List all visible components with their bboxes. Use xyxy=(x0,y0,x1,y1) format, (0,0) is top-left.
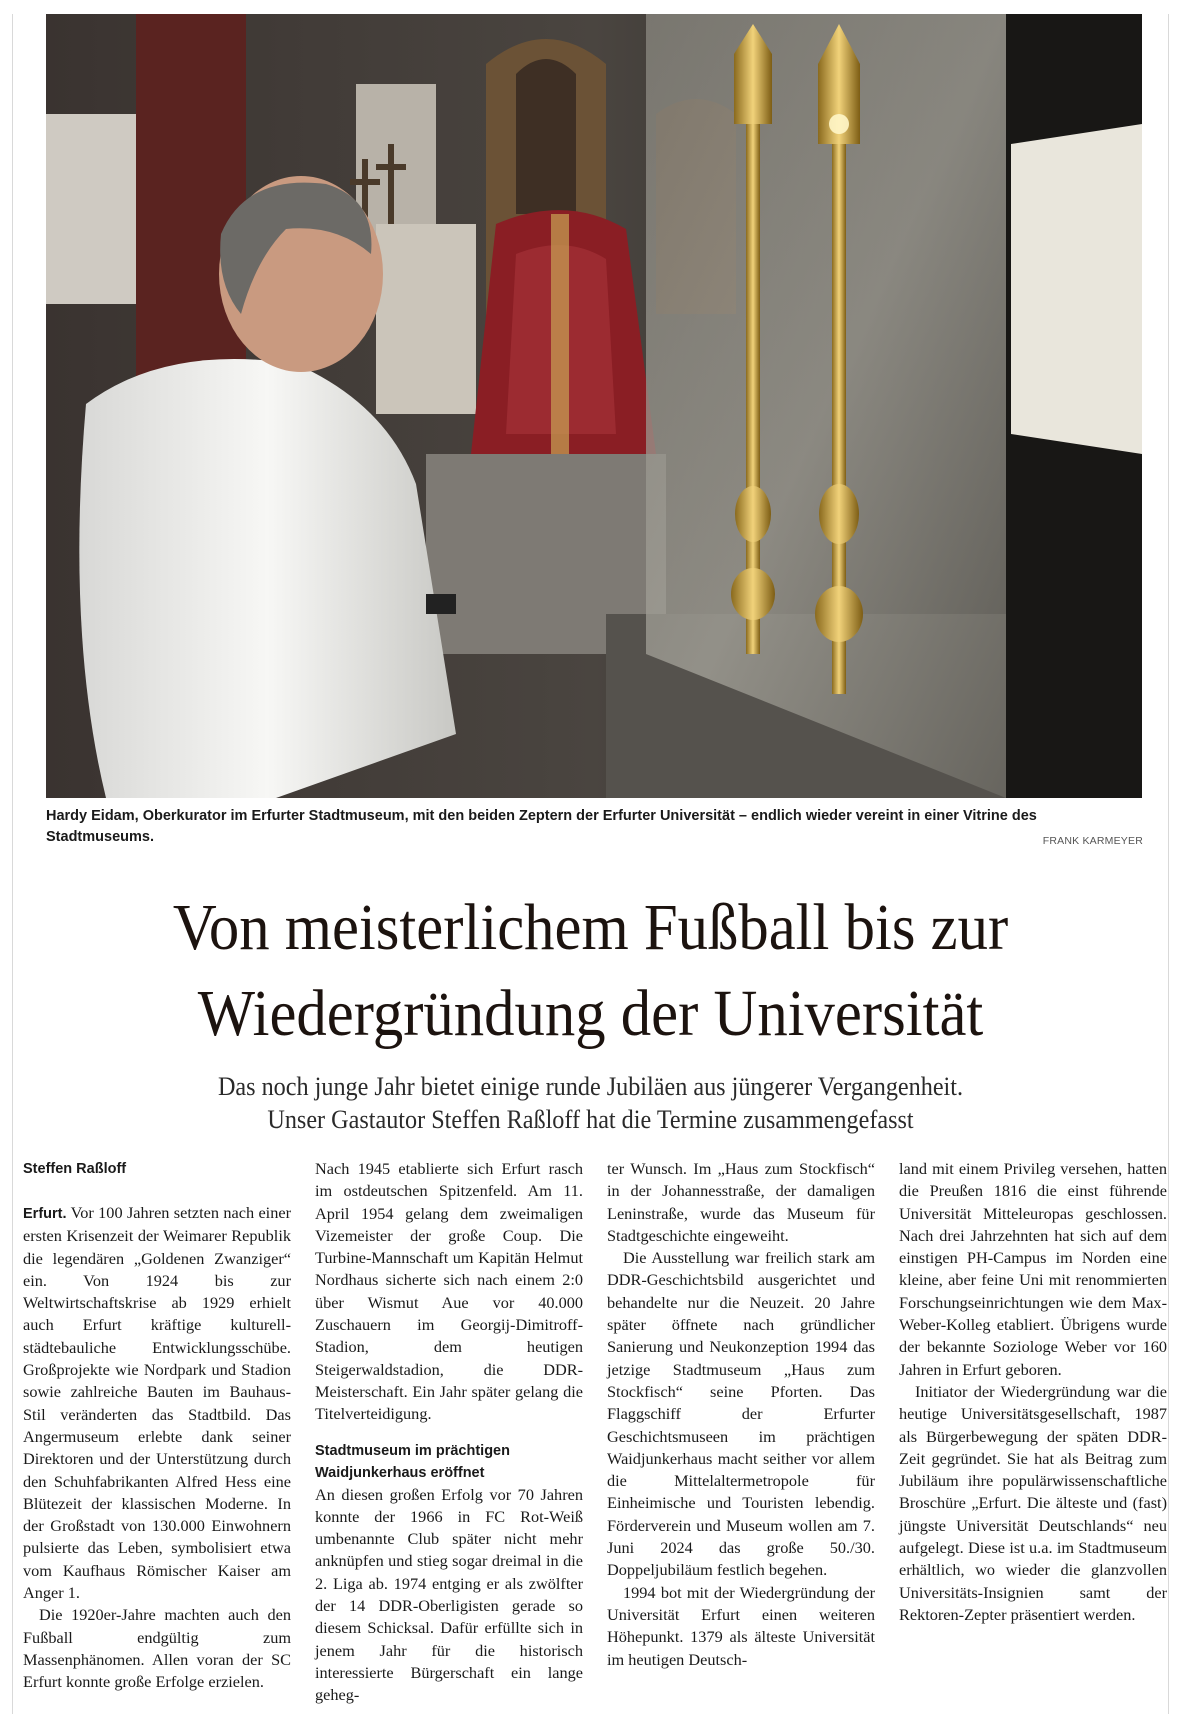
article-paragraph: Initiator der Wiedergründung war die heutige Universitätsgesellschaft, 1987 als Bürgerbewegung der späten DDR-Zeit gegründet. Sie hat als Beitrag zum Jubiläum ihre populärwissenschaftliche Broschüre „Erfurt. Die älteste und (fast) jüngste Universität Deutschlands“ neu aufgelegt. Diese ist u.a. im Stadtmuseum erhältlich, wo wieder die glanzvollen Universitäts-Insignien samt der Rektoren-Zepter präsentiert werden. xyxy=(899,1381,1167,1624)
article-paragraph: An diesen großen Erfolg vor 70 Jahren konnte der 1966 in FC Rot-Weiß umbenannte Club später nicht mehr anknüpfen und stieg sogar dreimal in die 2. Liga ab. 1974 entging er als zwölfter der 14 DDR-Oberligisten gerade so diesem Schicksal. Dafür erfüllte sich in jenem Jahr für die historisch interessierte Bürgerschaft ein lange geheg- xyxy=(315,1484,583,1705)
article-paragraph xyxy=(23,1202,291,1604)
article-paragraph: Nach 1945 etablierte sich Erfurt rasch im ostdeutschen Spitzenfeld. Am 11. April 1954 gelang dem zweimaligen Vizemeister der große Coup. Die Turbine-Mannschaft um Kapitän Helmut Nordhaus sicherte sich nach einem 2:0 über Wismut Aue vor 40.000 Zuschauern im Georgij-Dimitroff-Stadion, dem heutigen Steigerwaldstadion, die DDR-Meisterschaft. Ein Jahr später gelang die Titelverteidigung. xyxy=(315,1159,583,1424)
article-column-1 xyxy=(23,1158,291,1694)
page-rule-left xyxy=(12,14,13,1714)
article-paragraph: Die 1920er-Jahre machten auch den Fußball endgültig zum Massenphänomen. Allen voran der SC Erfurt konnte große Erfolge erzielen. xyxy=(23,1605,291,1692)
headline-line-1: Von meisterlichem Fußball bis zur xyxy=(172,891,1009,964)
article-column-4 xyxy=(899,1158,1167,1626)
headline xyxy=(66,885,1116,1057)
author-name: Steffen Raßloff xyxy=(23,1161,127,1177)
section-subhead: Stadtmuseum im prächtigen Waidjunkerhaus eröffnet xyxy=(315,1442,510,1481)
museum-photo-image xyxy=(46,14,1142,798)
page-rule-right xyxy=(1168,14,1169,1714)
headline-line-2: Wiedergründung der Universität xyxy=(197,977,984,1050)
museum-photo xyxy=(46,14,1142,798)
article-paragraph: land mit einem Privileg versehen, hatten die Preußen 1816 die einst führende Universität Mitteleuropas geschlossen. Nach drei Jahrzehnten hat sich auf dem einstigen PH-Campus im Norden eine kleine, aber feine Uni mit renommierten Forschungseinrichtungen wie dem Max-Weber-Kolleg etabliert. Übrigens wurde der bekannte Soziologe Weber vor 160 Jahren in Erfurt geboren. xyxy=(899,1159,1167,1379)
article-paragraph: 1994 bot mit der Wiedergründung der Universität Erfurt einen weiteren Höhepunkt. 1379 als älteste Universität im heutigen Deutsch- xyxy=(607,1582,875,1669)
article-paragraph: Die Ausstellung war freilich stark am DDR-Geschichtsbild ausgerichtet und behandelte nur die Neuzeit. 20 Jahre später öffnete nach gründlicher Sanierung und Neukonzeption 1994 das jetzige Stadtmuseum „Haus zum Stockfisch“ seine Pforten. Das Flaggschiff der Erfurter Geschichtsmuseen im prächtigen Waidjunkerhaus macht seither vor allem die Mittelaltermetropole für Einheimische und Touristen lebendig. Förderverein und Museum wollen am 7. Juni 2024 das große 50./30. Doppeljubiläum festlich begehen. xyxy=(607,1248,875,1580)
subheadline xyxy=(60,1070,1121,1136)
dateline: Erfurt. xyxy=(23,1206,67,1222)
article-column-2 xyxy=(315,1158,583,1707)
article-paragraph: ter Wunsch. Im „Haus zum Stockfisch“ in der Johannesstraße, der damaligen Leninstraße, wurde das Museum für Stadtgeschichte eingeweiht. xyxy=(607,1159,875,1245)
photo-credit: FRANK KARMEYER xyxy=(1042,835,1143,847)
article-column-3 xyxy=(607,1158,875,1671)
subheadline-line-2: Unser Gastautor Steffen Raßloff hat die Termine zusammengefasst xyxy=(267,1105,914,1134)
subheadline-line-1: Das noch junge Jahr bietet einige runde Jubiläen aus jüngerer Vergangenheit. xyxy=(217,1072,964,1101)
paragraph-text: Vor 100 Jahren setzten nach einer ersten Krisenzeit der Weimarer Republik die legendären „Goldenen Zwanziger“ ein. Von 1924 bis zur Weltwirtschaftskrise ab 1929 erhielt auch Erfurt kräftige kulturell-städtebauliche Entwicklungsschübe. Großprojekte wie Nordpark und Stadion sowie zahlreiche Bauten im Bauhaus-Stil veränderten das Stadtbild. Das Angermuseum erlebte dank seiner Direktoren und der Unterstützung durch den Schuhfabrikanten Alfred Hess eine Blütezeit der klassischen Moderne. In der Großstadt von 130.000 Einwohnern pulsierte das Leben, symbolisiert etwa vom Kaufhaus Römischer Kaiser am Anger 1. xyxy=(23,1203,291,1603)
photo-caption: Hardy Eidam, Oberkurator im Erfurter Stadtmuseum, mit den beiden Zeptern der Erfurter Universität – endlich wieder vereint in einer Vitrine des Stadtmuseums. xyxy=(46,808,1037,845)
